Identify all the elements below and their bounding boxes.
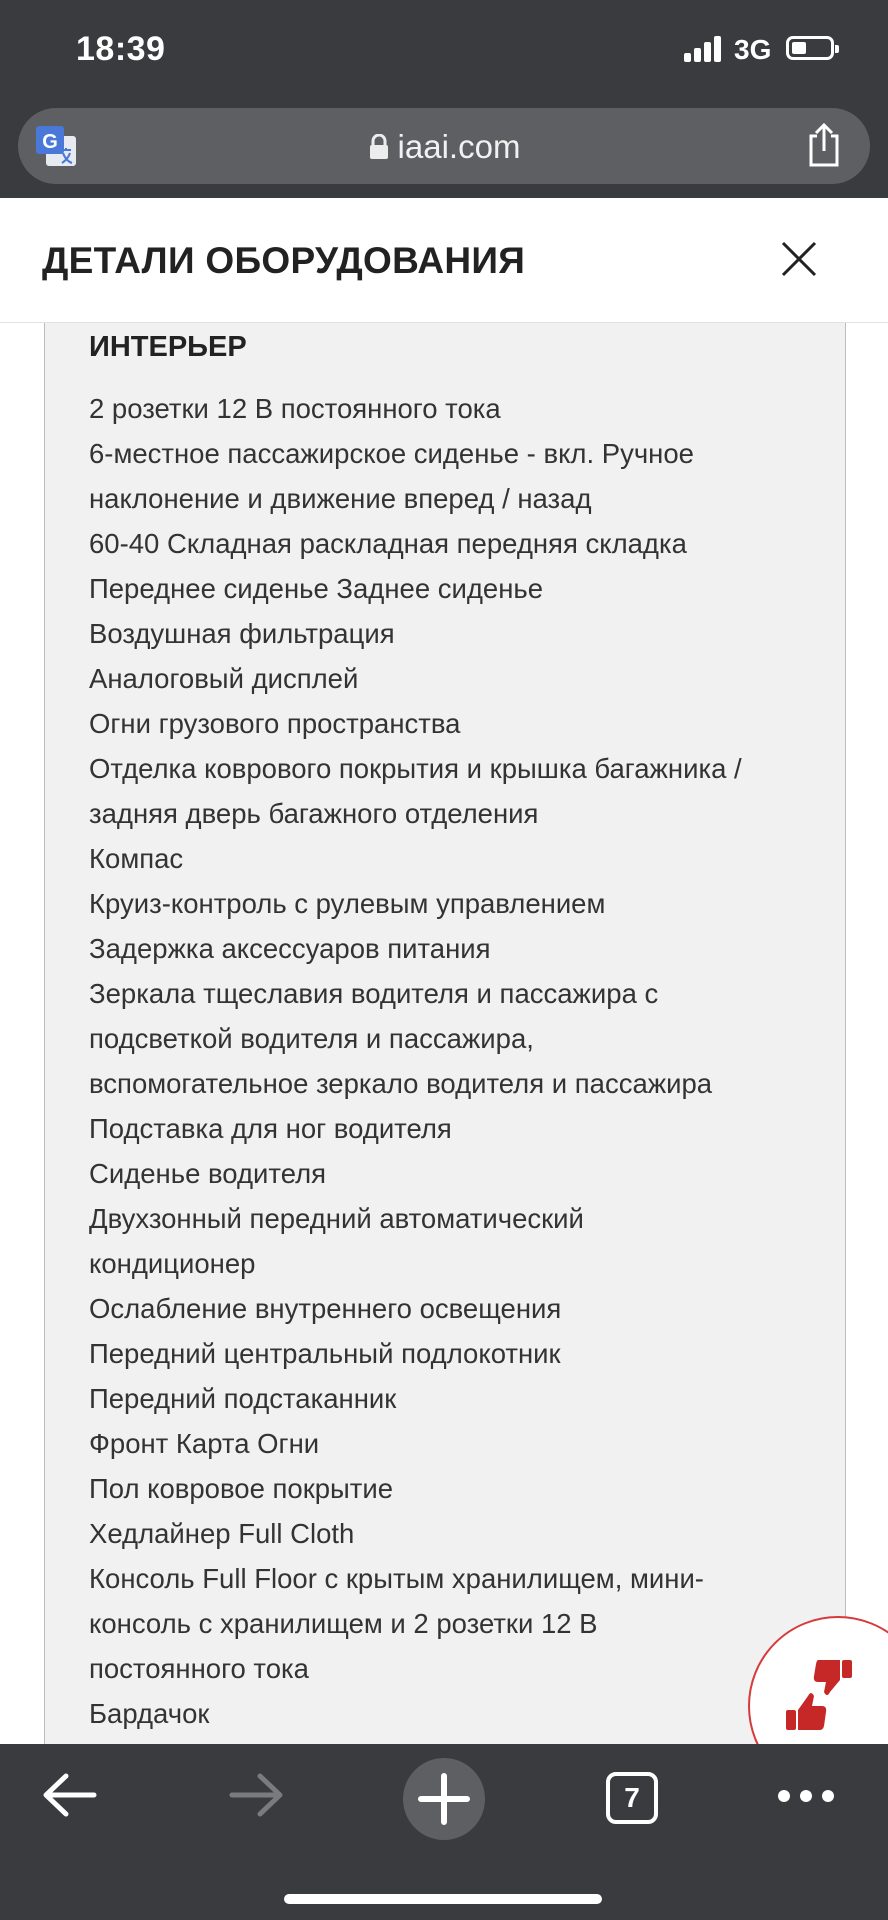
equipment-list [89, 386, 834, 1736]
list-item: задняя дверь багажного отделения [89, 798, 539, 829]
status-time: 18:39 [76, 30, 166, 68]
list-item: наклонение и движение вперед / назад [89, 483, 592, 514]
list-item: Задержка аксессуаров питания [89, 933, 491, 964]
list-item: 2 розетки 12 В постоянного тока [89, 393, 501, 424]
list-item: Зеркала тщеславия водителя и пассажира с [89, 978, 659, 1009]
battery-icon [786, 36, 834, 60]
sheet-header [0, 198, 888, 323]
list-item: Аналоговый дисплей [89, 663, 359, 694]
network-type: 3G [734, 34, 772, 65]
new-tab-button[interactable] [403, 1758, 485, 1840]
sheet-title: ДЕТАЛИ ОБОРУДОВАНИЯ [42, 240, 526, 281]
share-icon[interactable] [804, 122, 844, 168]
signal-icon [684, 36, 724, 62]
forward-arrow-icon[interactable] [226, 1770, 286, 1820]
status-bar [0, 0, 888, 100]
url-text[interactable] [18, 128, 870, 166]
list-item: вспомогательное зеркало водителя и пассажира [89, 1068, 713, 1099]
home-indicator[interactable] [284, 1894, 602, 1904]
list-item: Сиденье водителя [89, 1158, 327, 1189]
more-icon[interactable] [774, 1784, 838, 1808]
list-item: 6-местное пассажирское сиденье - вкл. Ручное [89, 438, 694, 469]
list-item: Пол ковровое покрытие [89, 1473, 394, 1504]
list-item: Огни грузового пространства [89, 708, 461, 739]
tab-switcher-button[interactable]: 7 [606, 1772, 658, 1824]
list-item: постоянного тока [89, 1653, 309, 1684]
list-item: подсветкой водителя и пассажира, [89, 1023, 534, 1054]
thumbs-up-down-icon [780, 1652, 870, 1742]
list-item: Бардачок [89, 1698, 210, 1729]
list-item: Передний подстаканник [89, 1383, 397, 1414]
interior-section [44, 323, 846, 1744]
list-item: Ослабление внутреннего освещения [89, 1293, 562, 1324]
back-arrow-icon[interactable] [40, 1770, 100, 1820]
list-item: Консоль Full Floor с крытым хранилищем, мини- [89, 1563, 704, 1594]
list-item: Круиз-контроль с рулевым управлением [89, 888, 606, 919]
svg-text:G: G [42, 131, 58, 153]
list-item: 60-40 Складная раскладная передняя складка [89, 528, 687, 559]
list-item: Подставка для ног водителя [89, 1113, 452, 1144]
list-item: Двухзонный передний автоматический [89, 1203, 584, 1234]
section-title: ИНТЕРЬЕР [89, 331, 247, 363]
lock-icon [368, 134, 390, 160]
list-item: кондиционер [89, 1248, 256, 1279]
plus-icon [403, 1758, 485, 1840]
list-item: Хедлайнер Full Cloth [89, 1518, 355, 1549]
list-item: Передний центральный подлокотник [89, 1338, 561, 1369]
list-item: Воздушная фильтрация [89, 618, 395, 649]
list-item: Компас [89, 843, 184, 874]
list-item: Фронт Карта Огни [89, 1428, 320, 1459]
close-icon[interactable] [780, 240, 818, 278]
list-item: Переднее сиденье Заднее сиденье [89, 573, 544, 604]
list-item: консоль с хранилищем и 2 розетки 12 В [89, 1608, 598, 1639]
list-item: Отделка коврового покрытия и крышка багажника / [89, 753, 742, 784]
equipment-details-sheet [0, 198, 888, 1744]
address-bar[interactable] [18, 108, 870, 184]
url-domain: iaai.com [397, 128, 521, 165]
